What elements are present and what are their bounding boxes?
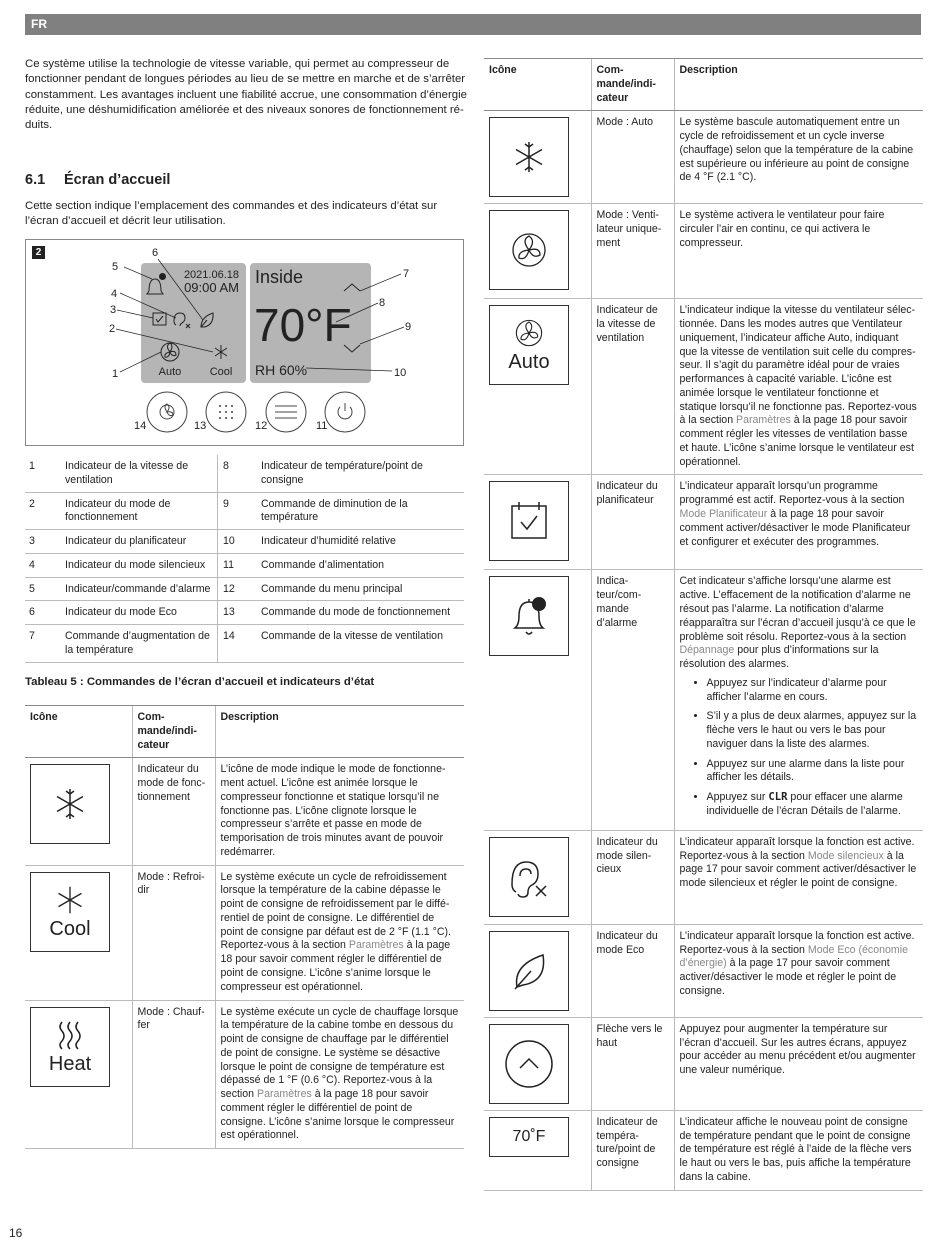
desc-text: L’indicateur apparaît lorsque la fonction est active. Reportez-vous à la section — [679, 929, 915, 956]
header-icon: Icône — [484, 59, 591, 111]
table-row — [484, 1017, 923, 1110]
callout-13: 13 — [194, 420, 207, 432]
legend-number: 9 — [218, 492, 258, 530]
legend-number: 13 — [218, 601, 258, 625]
eco-leaf-icon — [489, 931, 569, 1011]
icon-cell — [25, 758, 132, 865]
row-description: L’indicateur affiche le nouveau point de consigne de température pendant que le point de consigne de température est réglé à l’aide de la flèche vers le haut ou vers le bas, puis affiche la température dans la cabine. — [674, 1110, 923, 1190]
list-item: • S’il y a plus de deux alarmes, appuyez sur la flèche vers le haut ou vers le bas pour naviguer dans la liste des alarmes. — [707, 710, 919, 751]
legend-number: 10 — [218, 530, 258, 554]
icon-cell — [484, 570, 591, 830]
legend-text: Commande de diminution de la température — [257, 492, 464, 530]
legend-number: 8 — [218, 455, 258, 492]
desc-text: L’indicateur apparaît lorsque la fonction est active. Reportez-vous à la section — [679, 835, 915, 862]
legend-text: Indicateur de température/point de consigne — [257, 455, 464, 492]
desc-text: à la page 17 pour savoir comment activer/désactiver le mode et régler le point de consigne. — [679, 957, 897, 997]
desc-text: à la page 17 pour savoir comment activer/désactiver le mode silencieux et régler le point de consigne. — [679, 849, 917, 890]
desc-text: Le système exécute un cycle de refroidissement lorsque la température de la cabine dépasse le point de consigne de refroidissement par le différentiel de point de consigne. Le différentiel de point de consigne par défaut est de 2 °F (1.1 °C). Reportez-vous à la section — [220, 870, 451, 952]
control-name: Mode : Refroidir — [132, 865, 215, 1000]
callout-11: 11 — [316, 420, 328, 432]
snowflake-icon — [30, 764, 110, 844]
legend-text: Indicateur du mode Eco — [61, 601, 218, 625]
callout-5: 5 — [112, 261, 119, 273]
icon-cell — [25, 865, 132, 1000]
control-name: Indicateur de température/point de consigne — [591, 1110, 674, 1190]
fan-speed-auto-icon — [489, 305, 569, 385]
legend-number: 6 — [25, 601, 61, 625]
header-description: Description — [215, 706, 464, 758]
table-row — [484, 924, 923, 1017]
desc-text: Le système exécute un cycle de chauffage lorsque la température de la cabine tombe en dessous du point de consigne de chauffage par le différentiel de point de consigne. Le système se désactive lorsque le point de consigne de température est dépassé de 1 °F (0.6 °C). Reportez-vous à la section — [220, 1005, 459, 1101]
desc-text: à la page 18 pour savoir comment activer/désactiver le mode Planificateur et configurer et exécuter des programmes. — [679, 508, 911, 548]
table-row — [25, 625, 464, 663]
callout-10: 10 — [394, 367, 407, 379]
callout-12: 12 — [255, 420, 268, 432]
legend-text: Commande de la vitesse de ventilation — [257, 625, 464, 663]
table-row — [25, 553, 464, 577]
legend-text: Commande d’augmentation de la température — [61, 625, 218, 663]
list-item: • Appuyez sur une alarme dans la liste pour afficher les détails. — [707, 758, 919, 786]
figure-date: 2021.06.18 — [183, 269, 239, 281]
icon-cell — [484, 204, 591, 299]
setpoint-icon-label: 70˚F — [512, 1127, 546, 1145]
row-description — [674, 924, 923, 1017]
figure-time: 09:00 AM — [184, 280, 239, 295]
scheduler-calendar-icon — [489, 481, 569, 561]
clr-key-label: CLR — [768, 791, 788, 804]
auto-mode-snowflake-icon — [489, 117, 569, 197]
table-row — [25, 577, 464, 601]
cross-reference-link[interactable]: Paramètres — [736, 414, 791, 427]
icon-cell — [25, 1000, 132, 1149]
control-name: Indicateur du mode de fonctionnement — [132, 758, 215, 865]
desc-text: L’indicateur indique la vitesse du ventilateur sélectionnée. Dans les modes autres que Ventilateur uniquement, l’indicateur affiche Auto, indiquant que la vitesse de ventilation suit celle du compresseur. Il s’agit du paramètre idéal pour de vraies performances à capacité variable. L’icône est animée lorsque le ventilateur fonctionne et statique lorsqu’il ne fonctionne pas. Reportez-vous à la section — [679, 304, 917, 427]
legend-text: Commande du menu principal — [257, 577, 464, 601]
legend-number: 1 — [25, 455, 61, 492]
legend-text: Indicateur/commande d’alarme — [61, 577, 218, 601]
legend-number: 2 — [25, 492, 61, 530]
main-menu-button — [266, 392, 306, 432]
table-header-row — [484, 59, 923, 111]
icon-cell — [484, 1110, 591, 1190]
callout-8: 8 — [379, 297, 386, 309]
legend-text: Indicateur du planificateur — [61, 530, 218, 554]
cross-reference-link[interactable]: Mode Planificateur — [679, 508, 768, 521]
callout-3: 3 — [110, 304, 117, 316]
home-screen-diagram — [26, 240, 465, 447]
up-arrow-circle-icon — [489, 1024, 569, 1104]
section-title-text: Écran d’accueil — [64, 172, 171, 188]
fan-auto-icon-label: Auto — [508, 351, 550, 374]
cross-reference-link[interactable]: Paramètres — [348, 939, 404, 952]
callout-7: 7 — [403, 268, 410, 280]
cross-reference-link[interactable]: Paramètres — [257, 1088, 312, 1101]
icon-cell — [484, 924, 591, 1017]
callout-6: 6 — [152, 247, 159, 259]
cross-reference-link[interactable]: Dépannage — [679, 644, 735, 657]
figure-badge: 2 — [32, 246, 45, 259]
control-name: Indicateur du mode silencieux — [591, 830, 674, 924]
desc-text: à la page 18 pour savoir comment régler les vitesses de ventilation basse et haute. L’icône s’anime lorsque le ventilateur est opérationnel. — [679, 414, 914, 468]
desc-text: Cet indicateur s’affiche lorsqu’une alarme est active. L’effacement de la notification d’alarme ne résout pas l’alarme. La notification d’alarme réapparaîtra sur l’écran d’accueil jusqu’à ce que le problème soit résolu. Reportez-vous à la section — [679, 575, 916, 643]
control-name: Indicateur du mode Eco — [591, 924, 674, 1017]
cross-reference-link[interactable]: Mode Eco (économie d’énergie) — [679, 943, 908, 970]
callout-2: 2 — [109, 323, 116, 335]
heat-icon-label: Heat — [48, 1052, 92, 1075]
control-name: Mode : Chauffer — [132, 1000, 215, 1149]
header-control: Commande/indicateur — [132, 706, 215, 758]
desc-text: pour effacer une alarme individuelle de l’écran Détails de l’alarme. — [706, 791, 903, 817]
legend-number: 11 — [218, 553, 258, 577]
figure-temperature: 70°F — [254, 299, 352, 351]
row-description — [215, 1000, 464, 1149]
row-description — [674, 830, 923, 924]
icon-cell — [484, 475, 591, 570]
legend-text: Indicateur du mode silencieux — [61, 553, 218, 577]
table-row — [25, 601, 464, 625]
legend-text: Commande d’alimentation — [257, 553, 464, 577]
table-row — [484, 475, 923, 570]
table-row — [25, 492, 464, 530]
cool-mode-icon — [30, 872, 110, 952]
row-description — [674, 570, 923, 830]
table-row — [484, 299, 923, 475]
callout-14: 14 — [134, 420, 147, 432]
operating-mode-button — [206, 392, 246, 432]
legend-number: 4 — [25, 553, 61, 577]
legend-text: Indicateur d’humidité relative — [257, 530, 464, 554]
legend-text: Indicateur de la vitesse de ventilation — [61, 455, 218, 492]
fan-only-icon — [489, 210, 569, 290]
header-control: Commande/indicateur — [591, 59, 674, 111]
row-description — [674, 299, 923, 475]
table-row — [484, 111, 923, 204]
row-description — [674, 475, 923, 570]
legend-number: 14 — [218, 625, 258, 663]
control-name: Flèche vers le haut — [591, 1017, 674, 1110]
legend-number: 12 — [218, 577, 258, 601]
table-row — [25, 1000, 464, 1149]
desc-text: pour plus d’informations sur la résolution des alarmes. — [679, 644, 879, 671]
desc-text: Appuyez sur — [706, 791, 769, 804]
icon-cell — [484, 830, 591, 924]
fan-speed-button — [147, 392, 187, 432]
cool-icon-label: Cool — [49, 917, 91, 940]
language-header: FR — [25, 14, 921, 35]
list-item: • Appuyez sur l’indicateur d’alarme pour afficher l’alarme en cours. — [707, 677, 919, 705]
table-caption: Tableau 5 : Commandes de l’écran d’accueil et indicateurs d’état — [25, 676, 375, 688]
table-row — [25, 865, 464, 1000]
table-row — [25, 530, 464, 554]
controls-table-left — [25, 705, 464, 1149]
table-row — [484, 204, 923, 299]
callout-1: 1 — [112, 368, 119, 380]
legend-number: 3 — [25, 530, 61, 554]
legend-text: Commande du mode de fonctionnement — [257, 601, 464, 625]
table-row — [25, 455, 464, 492]
table-header-row — [25, 706, 464, 758]
page-number: 16 — [9, 1226, 23, 1240]
power-button — [325, 392, 365, 432]
alarm-bell-icon — [489, 576, 569, 656]
legend-text: Indicateur du mode de fonctionnement — [61, 492, 218, 530]
legend-number: 7 — [25, 625, 61, 663]
alarm-instructions-list — [680, 677, 919, 819]
control-name: Mode : Auto — [591, 111, 674, 204]
icon-cell — [484, 111, 591, 204]
section-number: 6.1 — [25, 172, 46, 188]
figure-mode-label: Cool — [209, 366, 233, 378]
cross-reference-link[interactable]: Mode silencieux — [807, 849, 884, 862]
desc-text: à la page 18 pour savoir comment régler le différentiel de point de consigne. L’icône s’anime lorsque le compresseur est opérationnel. — [220, 1088, 455, 1142]
figure-humidity: RH 60% — [255, 362, 308, 378]
legend-number: 5 — [25, 577, 61, 601]
control-name: Indicateur/commande d’alarme — [591, 570, 674, 830]
table-row — [25, 758, 464, 865]
icon-cell — [484, 299, 591, 475]
header-icon: Icône — [25, 706, 132, 758]
home-screen-figure — [25, 239, 464, 446]
section-title — [25, 171, 170, 189]
silent-mode-ear-icon — [489, 837, 569, 917]
controls-table-right — [484, 58, 923, 1191]
figure-legend-table — [25, 455, 464, 663]
control-name: Indicateur de la vitesse de ventilation — [591, 299, 674, 475]
header-description: Description — [674, 59, 923, 111]
heat-mode-icon — [30, 1007, 110, 1087]
desc-text: à la page 18 pour savoir comment régler le différentiel de point de consigne. L’icône s’anime lorsque le compresseur est opérationnel. — [220, 939, 451, 993]
icon-cell — [484, 1017, 591, 1110]
setpoint-temperature-icon — [489, 1117, 569, 1157]
list-item — [707, 791, 919, 819]
callout-9: 9 — [405, 321, 412, 333]
row-description: Appuyez pour augmenter la température sur l’écran d’accueil. Sur les autres écrans, appuyez pour accéder au menu précédent et/ou augmenter une valeur numérique. — [674, 1017, 923, 1110]
control-name: Mode : Ventilateur uniquement — [591, 204, 674, 299]
desc-text: L’indicateur apparaît lorsqu’un programme programmé est actif. Reportez-vous à la section — [679, 480, 905, 507]
row-description: L’icône de mode indique le mode de fonctionnement actuel. L’icône est animée lorsque le compresseur fonctionne et statique lorsqu’il ne fonctionne pas. L’icône clignote lorsque le compresseur s’arrête et passe en mode de temporisation de trois minutes avant de pouvoir redémarrer. — [215, 758, 464, 865]
figure-inside-label: Inside — [255, 267, 304, 287]
row-description: Le système activera le ventilateur pour faire circuler l’air en continu, ce qui activera le compresseur. — [674, 204, 923, 299]
section-description: Cette section indique l’emplacement des commandes et des indicateurs d’état sur l’écran d’accueil et décrit leur utilisation. — [25, 200, 438, 228]
table-row — [484, 570, 923, 830]
callout-4: 4 — [111, 288, 118, 300]
row-description: Le système bascule automatiquement entre un cycle de refroidissement et un cycle inverse (chauffage) selon que la température de la cabine est supérieure ou inférieure au point de consigne de 4 °F (2.1 °C). — [674, 111, 923, 204]
table-row — [484, 1110, 923, 1190]
table-row — [484, 830, 923, 924]
intro-paragraph: Ce système utilise la technologie de vitesse variable, qui permet au compresseur de fonctionner pendant de longues périodes au lieu de se mettre en marche et de s’arrêter constamment. Les avantages incluent une fiabilité accrue, une consommation d’énergie réduite, une déshumidification améliorée et des niveaux sonores de fonctionnement réduits. — [25, 58, 467, 132]
row-description — [215, 865, 464, 1000]
control-name: Indicateur du planificateur — [591, 475, 674, 570]
figure-fan-label: Auto — [158, 366, 182, 378]
